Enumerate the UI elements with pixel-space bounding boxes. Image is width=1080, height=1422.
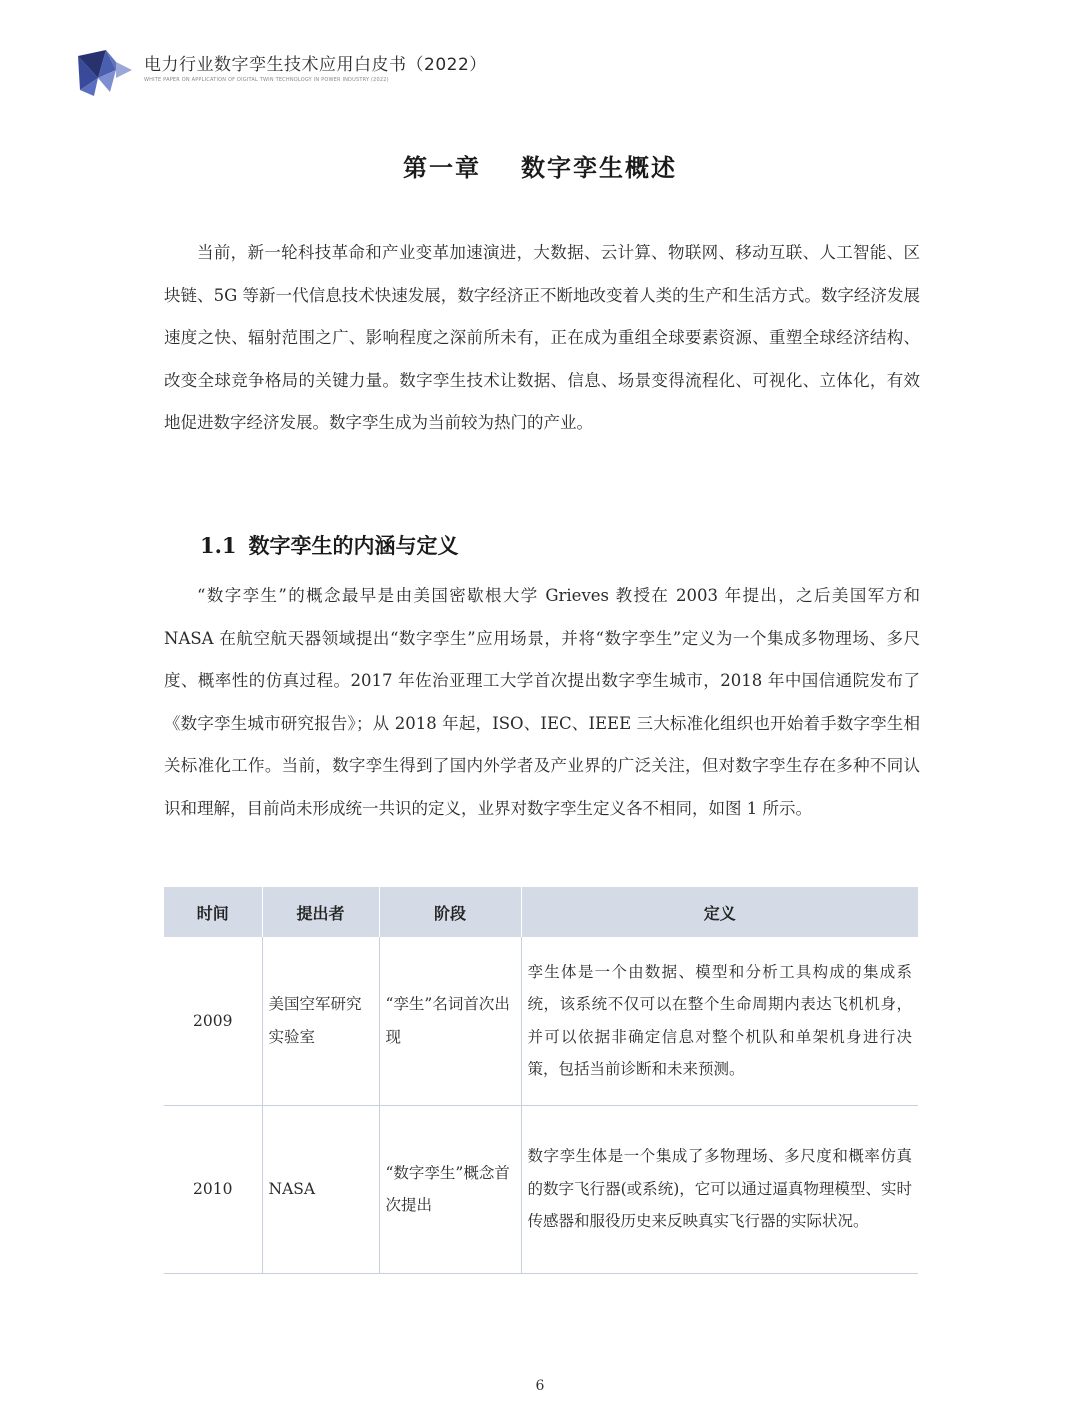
stage-cell: “孪生”名词首次出现	[379, 937, 521, 1105]
section-number: 1.1	[200, 533, 237, 558]
definition-table	[164, 887, 918, 1274]
definition-cell: 孪生体是一个由数据、模型和分析工具构成的集成系统，该系统不仅可以在整个生命周期内表达飞机机身，并可以依据非确定信息对整个机队和单架机身进行决策，包括当前诊断和未来预测。	[521, 937, 918, 1105]
chapter-number: 第一章	[403, 154, 481, 182]
year-cell: 2010	[164, 1105, 262, 1273]
section-title: 数字孪生的内涵与定义	[248, 534, 459, 558]
chapter-name: 数字孪生概述	[521, 154, 677, 182]
table-header-cell: 阶段	[379, 887, 521, 937]
table-header-cell: 定义	[521, 887, 918, 937]
header-title: 电力行业数字孪生技术应用白皮书（2022）	[144, 55, 487, 75]
page-header	[76, 44, 676, 100]
table-header-cell: 提出者	[262, 887, 379, 937]
definition-cell: 数字孪生体是一个集成了多物理场、多尺度和概率仿真的数字飞行器(或系统)，它可以通过逼真物理模型、实时传感器和服役历史来反映真实飞行器的实际状况。	[521, 1105, 918, 1273]
section-heading	[200, 530, 459, 560]
page-number: 6	[535, 1378, 545, 1394]
proposer-cell: NASA	[262, 1105, 379, 1273]
header-subtitle: WHITE PAPER ON APPLICATION OF DIGITAL TWIN TECHNOLOGY IN POWER INDUSTRY (2022)	[144, 77, 389, 83]
chapter-title	[0, 148, 1080, 183]
intro-paragraph: 当前，新一轮科技革命和产业变革加速演进，大数据、云计算、物联网、移动互联、人工智能、区块链、5G 等新一代信息技术快速发展，数字经济正不断地改变着人类的生产和生活方式。数字经济发展速度之快、辐射范围之广、影响程度之深前所未有，正在成为重组全球要素资源、重塑全球经济结构、改变全球竞争格局的关键力量。数字孪生技术让数据、信息、场景变得流程化、可视化、立体化，有效地促进数字经济发展。数字孪生成为当前较为热门的产业。	[164, 243, 920, 432]
report-logo-icon	[76, 48, 136, 98]
proposer-cell: 美国空军研究实验室	[262, 937, 379, 1105]
table-header-cell: 时间	[164, 887, 262, 937]
table-header-row	[164, 887, 918, 937]
year-cell: 2009	[164, 937, 262, 1105]
stage-cell: “数字孪生”概念首次提出	[379, 1105, 521, 1273]
table-row	[164, 937, 918, 1105]
section-paragraph: “数字孪生”的概念最早是由美国密歇根大学 Grieves 教授在 2003 年提出，之后美国军方和 NASA 在航空航天器领域提出“数字孪生”应用场景，并将“数字孪生”定义为一个集成多物理场、多尺度、概率性的仿真过程。2017 年佐治亚理工大学首次提出数字孪生城市，2018 年中国信通院发布了《数字孪生城市研究报告》；从 2018 年起，ISO、IEC、IEEE 三大标准化组织也开始着手数字孪生相关标准化工作。当前，数字孪生得到了国内外学者及产业界的广泛关注，但对数字孪生存在多种不同认识和理解，目前尚未形成统一共识的定义，业界对数字孪生定义各不相同，如图 1 所示。	[164, 586, 920, 818]
table-row	[164, 1105, 918, 1273]
